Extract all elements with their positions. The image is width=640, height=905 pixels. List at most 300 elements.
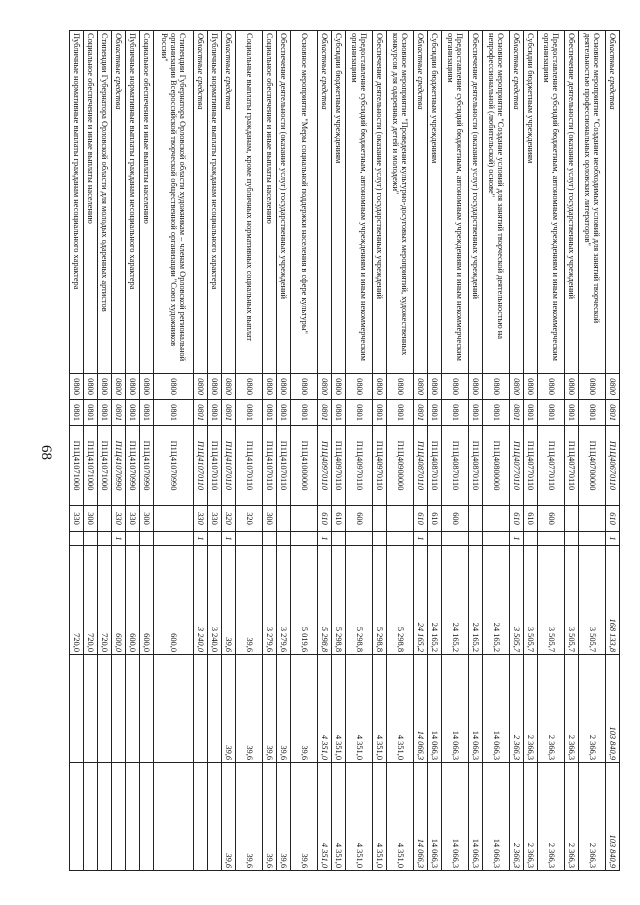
cell-description: Предоставление субсидий бюджетным, автономным учреждениям и иным некоммерческим организациям xyxy=(442,31,469,374)
table-row xyxy=(346,31,373,871)
cell-amount-year-3: 14 066,3 xyxy=(483,763,510,871)
cell-target-article: П1Ц41070990 xyxy=(154,426,194,506)
cell-expense-type: 330 xyxy=(112,506,126,532)
cell-expense-type xyxy=(469,506,483,532)
cell-source-code xyxy=(154,532,194,546)
cell-amount-year-2 xyxy=(126,655,140,763)
cell-amount-year-2: 2 366,3 xyxy=(510,655,524,763)
table-row xyxy=(222,31,236,871)
cell-description: Субсидии бюджетным учреждениям xyxy=(332,31,346,374)
cell-description: Социальное обеспечение и иные выплаты населению xyxy=(140,31,154,374)
cell-description: Публичные нормативные выплаты гражданам несоциального характера xyxy=(126,31,140,374)
cell-source-code xyxy=(442,532,469,546)
cell-amount-year-3: 39,6 xyxy=(277,763,291,871)
cell-amount-year-3: 2 366,3 xyxy=(579,763,606,871)
cell-amount-year-3 xyxy=(98,763,112,871)
cell-expense-type xyxy=(277,506,291,532)
table-row xyxy=(373,31,387,871)
table-row xyxy=(70,31,84,871)
cell-amount-year-1: 5 298,8 xyxy=(373,546,387,655)
cell-description: Обеспечение деятельности (оказание услуг) государственных учреждений xyxy=(277,31,291,374)
cell-ministry-code: 0800 xyxy=(112,374,126,400)
cell-amount-year-1: 3 240,0 xyxy=(194,546,208,655)
cell-description: Областные средства xyxy=(318,31,332,374)
cell-amount-year-3 xyxy=(70,763,84,871)
cell-source-code xyxy=(332,532,346,546)
cell-target-article: П1Ц40670110 xyxy=(606,426,620,506)
cell-source-code xyxy=(208,532,222,546)
cell-expense-type: 610 xyxy=(428,506,442,532)
table-row xyxy=(277,31,291,871)
cell-amount-year-2 xyxy=(112,655,126,763)
cell-target-article: П1Ц41070110 xyxy=(222,426,236,506)
cell-ministry-code: 0800 xyxy=(154,374,194,400)
cell-description: Основное мероприятие "Создание необходимых условий для занятий творческой деятельностью профессиональных орловских литераторов" xyxy=(579,31,606,374)
cell-amount-year-1: 168 133,8 xyxy=(606,546,620,655)
cell-amount-year-2: 4 351,0 xyxy=(346,655,373,763)
cell-amount-year-3 xyxy=(126,763,140,871)
cell-ministry-code: 0800 xyxy=(208,374,222,400)
cell-amount-year-1: 720,0 xyxy=(98,546,112,655)
cell-amount-year-3: 103 840,9 xyxy=(606,763,620,871)
cell-description: Основное мероприятие "Проведение культурно-досуговых мероприятий, художественных конкурсов для одаренных детей и молодежи" xyxy=(387,31,414,374)
cell-amount-year-3: 39,6 xyxy=(263,763,277,871)
cell-section-code: 0801 xyxy=(70,400,84,426)
cell-amount-year-3: 14 066,3 xyxy=(469,763,483,871)
cell-target-article: П1Ц41071000 xyxy=(98,426,112,506)
cell-section-code: 0801 xyxy=(277,400,291,426)
table-row xyxy=(483,31,510,871)
cell-section-code: 0801 xyxy=(194,400,208,426)
cell-source-code: 1 xyxy=(194,532,208,546)
cell-ministry-code: 0800 xyxy=(236,374,263,400)
cell-expense-type: 330 xyxy=(126,506,140,532)
cell-expense-type: 610 xyxy=(414,506,428,532)
cell-amount-year-3: 4 351,0 xyxy=(332,763,346,871)
table-row xyxy=(428,31,442,871)
table-row xyxy=(291,31,318,871)
cell-section-code: 0801 xyxy=(373,400,387,426)
cell-expense-type: 330 xyxy=(208,506,222,532)
cell-source-code: 1 xyxy=(414,532,428,546)
cell-source-code xyxy=(84,532,98,546)
cell-target-article: П1Ц41071000 xyxy=(84,426,98,506)
cell-amount-year-3 xyxy=(84,763,98,871)
table-row xyxy=(414,31,428,871)
cell-target-article: П1Ц40870110 xyxy=(442,426,469,506)
cell-source-code xyxy=(277,532,291,546)
cell-amount-year-2 xyxy=(84,655,98,763)
cell-section-code: 0801 xyxy=(154,400,194,426)
cell-amount-year-3: 2 366,3 xyxy=(538,763,565,871)
table-row xyxy=(538,31,565,871)
cell-description: Обеспечение деятельности (оказание услуг) государственных учреждений xyxy=(373,31,387,374)
cell-ministry-code: 0800 xyxy=(606,374,620,400)
cell-section-code: 0801 xyxy=(291,400,318,426)
cell-amount-year-1: 39,6 xyxy=(222,546,236,655)
cell-description: Публичные нормативные выплаты гражданам несоциального характера xyxy=(70,31,84,374)
cell-expense-type xyxy=(565,506,579,532)
cell-description: Социальное обеспечение и иные выплаты населению xyxy=(263,31,277,374)
cell-description: Областные средства xyxy=(510,31,524,374)
cell-expense-type: 320 xyxy=(222,506,236,532)
table-row xyxy=(194,31,208,871)
cell-amount-year-3: 2 366,3 xyxy=(510,763,524,871)
cell-expense-type xyxy=(373,506,387,532)
cell-source-code xyxy=(126,532,140,546)
cell-target-article: П1Ц40870110 xyxy=(469,426,483,506)
cell-section-code: 0801 xyxy=(469,400,483,426)
cell-target-article: П1Ц40800000 xyxy=(483,426,510,506)
cell-section-code: 0801 xyxy=(208,400,222,426)
cell-ministry-code: 0800 xyxy=(524,374,538,400)
cell-amount-year-2: 39,6 xyxy=(236,655,263,763)
cell-amount-year-2 xyxy=(194,655,208,763)
cell-amount-year-1: 720,0 xyxy=(84,546,98,655)
cell-amount-year-1: 24 165,2 xyxy=(414,546,428,655)
cell-source-code xyxy=(263,532,277,546)
cell-ministry-code: 0800 xyxy=(277,374,291,400)
cell-ministry-code: 0800 xyxy=(579,374,606,400)
cell-amount-year-3: 2 366,3 xyxy=(565,763,579,871)
cell-source-code xyxy=(140,532,154,546)
cell-amount-year-3: 4 351,0 xyxy=(387,763,414,871)
cell-source-code xyxy=(70,532,84,546)
cell-amount-year-2: 103 840,9 xyxy=(606,655,620,763)
cell-ministry-code: 0800 xyxy=(428,374,442,400)
cell-ministry-code: 0800 xyxy=(332,374,346,400)
cell-source-code xyxy=(98,532,112,546)
table-row xyxy=(524,31,538,871)
cell-ministry-code: 0800 xyxy=(387,374,414,400)
cell-amount-year-1: 5 019,6 xyxy=(291,546,318,655)
cell-section-code: 0801 xyxy=(346,400,373,426)
cell-target-article: П1Ц41071000 xyxy=(70,426,84,506)
table-row xyxy=(332,31,346,871)
cell-expense-type xyxy=(98,506,112,532)
cell-amount-year-2: 2 366,3 xyxy=(524,655,538,763)
cell-target-article: П1Ц41070110 xyxy=(194,426,208,506)
cell-expense-type: 330 xyxy=(70,506,84,532)
cell-ministry-code: 0800 xyxy=(538,374,565,400)
cell-section-code: 0801 xyxy=(332,400,346,426)
cell-description: Предоставление субсидий бюджетным, автономным учреждениям и иным некоммерческим организациям xyxy=(346,31,373,374)
cell-amount-year-3: 39,6 xyxy=(236,763,263,871)
cell-amount-year-1: 3 279,6 xyxy=(277,546,291,655)
cell-description: Стипендии Губернатора Орловской области для молодых одаренных артистов xyxy=(98,31,112,374)
table-row xyxy=(579,31,606,871)
cell-target-article: П1Ц40870110 xyxy=(428,426,442,506)
table-row xyxy=(469,31,483,871)
cell-amount-year-1: 600,0 xyxy=(154,546,194,655)
cell-expense-type xyxy=(387,506,414,532)
cell-expense-type: 330 xyxy=(194,506,208,532)
cell-amount-year-1: 600,0 xyxy=(112,546,126,655)
cell-description: Областные средства xyxy=(414,31,428,374)
cell-ministry-code: 0800 xyxy=(263,374,277,400)
cell-description: Стипендии Губернатора Орловской области художникам – членам Орловской региональной организации Всероссийской творческой общественной организации "Союз художников России" xyxy=(154,31,194,374)
cell-ministry-code: 0800 xyxy=(483,374,510,400)
cell-target-article: П1Ц41070110 xyxy=(277,426,291,506)
cell-section-code: 0801 xyxy=(112,400,126,426)
cell-description: Социальные выплаты гражданам, кроме публичных нормативных социальных выплат xyxy=(236,31,263,374)
cell-source-code xyxy=(373,532,387,546)
table-row xyxy=(126,31,140,871)
cell-expense-type xyxy=(291,506,318,532)
cell-target-article: П1Ц40970110 xyxy=(318,426,332,506)
cell-amount-year-1: 3 505,7 xyxy=(510,546,524,655)
cell-amount-year-1: 5 298,8 xyxy=(332,546,346,655)
cell-amount-year-2 xyxy=(208,655,222,763)
cell-amount-year-2: 39,6 xyxy=(263,655,277,763)
cell-section-code: 0801 xyxy=(442,400,469,426)
cell-amount-year-1: 3 279,6 xyxy=(263,546,277,655)
cell-amount-year-1: 24 165,2 xyxy=(483,546,510,655)
cell-amount-year-2: 4 351,0 xyxy=(318,655,332,763)
table-row xyxy=(236,31,263,871)
cell-amount-year-2: 2 366,3 xyxy=(538,655,565,763)
cell-source-code xyxy=(565,532,579,546)
cell-description: Обеспечение деятельности (оказание услуг) государственных учреждений xyxy=(469,31,483,374)
cell-target-article: П1Ц40970110 xyxy=(346,426,373,506)
cell-amount-year-1: 3 505,7 xyxy=(565,546,579,655)
cell-amount-year-3: 39,6 xyxy=(222,763,236,871)
cell-source-code: 1 xyxy=(606,532,620,546)
cell-section-code: 0801 xyxy=(84,400,98,426)
table-row xyxy=(510,31,524,871)
cell-source-code xyxy=(483,532,510,546)
cell-target-article: П1Ц41070110 xyxy=(236,426,263,506)
cell-ministry-code: 0800 xyxy=(140,374,154,400)
cell-ministry-code: 0800 xyxy=(126,374,140,400)
table-row xyxy=(565,31,579,871)
cell-source-code: 1 xyxy=(222,532,236,546)
cell-description: Социальное обеспечение и иные выплаты населению xyxy=(84,31,98,374)
cell-description: Областные средства xyxy=(194,31,208,374)
cell-section-code: 0801 xyxy=(606,400,620,426)
cell-ministry-code: 0800 xyxy=(414,374,428,400)
cell-amount-year-1: 24 165,2 xyxy=(442,546,469,655)
table-row xyxy=(208,31,222,871)
cell-expense-type: 610 xyxy=(606,506,620,532)
cell-amount-year-2: 14 066,3 xyxy=(414,655,428,763)
cell-description: Основное мероприятие "Создание условий для занятий творческой деятельностью на непрофессиональной (любительской) основе" xyxy=(483,31,510,374)
cell-amount-year-1: 600,0 xyxy=(126,546,140,655)
cell-description: Областные средства xyxy=(606,31,620,374)
cell-section-code: 0801 xyxy=(387,400,414,426)
cell-amount-year-3: 4 351,0 xyxy=(318,763,332,871)
cell-source-code xyxy=(428,532,442,546)
cell-description: Предоставление субсидий бюджетным, автономным учреждениям и иным некоммерческим организациям xyxy=(538,31,565,374)
cell-amount-year-2: 14 066,3 xyxy=(442,655,469,763)
cell-target-article: П1Ц41070110 xyxy=(208,426,222,506)
cell-amount-year-3: 39,6 xyxy=(291,763,318,871)
cell-source-code: 1 xyxy=(112,532,126,546)
cell-amount-year-1: 5 298,8 xyxy=(387,546,414,655)
cell-source-code xyxy=(346,532,373,546)
cell-amount-year-1: 24 165,2 xyxy=(469,546,483,655)
cell-target-article: П1Ц41000000 xyxy=(291,426,318,506)
cell-section-code: 0801 xyxy=(414,400,428,426)
cell-amount-year-1: 3 505,7 xyxy=(579,546,606,655)
cell-section-code: 0801 xyxy=(579,400,606,426)
cell-ministry-code: 0800 xyxy=(291,374,318,400)
cell-target-article: П1Ц40770110 xyxy=(538,426,565,506)
cell-ministry-code: 0800 xyxy=(346,374,373,400)
cell-amount-year-2: 39,6 xyxy=(222,655,236,763)
cell-source-code xyxy=(524,532,538,546)
cell-amount-year-1: 39,6 xyxy=(236,546,263,655)
table-row xyxy=(84,31,98,871)
cell-amount-year-2: 14 066,3 xyxy=(428,655,442,763)
table-row xyxy=(98,31,112,871)
cell-source-code xyxy=(579,532,606,546)
cell-target-article: П1Ц40700000 xyxy=(579,426,606,506)
table-row xyxy=(112,31,126,871)
cell-expense-type xyxy=(154,506,194,532)
cell-expense-type: 300 xyxy=(84,506,98,532)
cell-section-code: 0801 xyxy=(538,400,565,426)
cell-source-code xyxy=(236,532,263,546)
cell-ministry-code: 0800 xyxy=(98,374,112,400)
cell-amount-year-2: 39,6 xyxy=(277,655,291,763)
cell-amount-year-1: 720,0 xyxy=(70,546,84,655)
cell-amount-year-2 xyxy=(70,655,84,763)
cell-amount-year-2: 39,6 xyxy=(291,655,318,763)
cell-amount-year-3: 4 351,0 xyxy=(346,763,373,871)
table-row xyxy=(263,31,277,871)
cell-ministry-code: 0800 xyxy=(194,374,208,400)
cell-amount-year-2: 4 351,0 xyxy=(373,655,387,763)
cell-amount-year-3 xyxy=(208,763,222,871)
cell-description: Основное мероприятие "Меры социальной поддержки населения в сфере культуры" xyxy=(291,31,318,374)
cell-expense-type xyxy=(579,506,606,532)
cell-amount-year-1: 600,0 xyxy=(140,546,154,655)
cell-ministry-code: 0800 xyxy=(373,374,387,400)
cell-amount-year-3 xyxy=(154,763,194,871)
cell-amount-year-3 xyxy=(194,763,208,871)
cell-ministry-code: 0800 xyxy=(222,374,236,400)
cell-source-code: 1 xyxy=(318,532,332,546)
cell-ministry-code: 0800 xyxy=(510,374,524,400)
cell-section-code: 0801 xyxy=(524,400,538,426)
cell-section-code: 0801 xyxy=(140,400,154,426)
cell-expense-type xyxy=(483,506,510,532)
cell-expense-type: 300 xyxy=(263,506,277,532)
cell-amount-year-3 xyxy=(112,763,126,871)
cell-amount-year-1: 3 505,7 xyxy=(538,546,565,655)
budget-table-body xyxy=(70,31,620,871)
cell-source-code xyxy=(387,532,414,546)
cell-amount-year-3: 14 066,3 xyxy=(428,763,442,871)
cell-section-code: 0801 xyxy=(318,400,332,426)
cell-target-article: П1Ц41070110 xyxy=(263,426,277,506)
cell-source-code xyxy=(538,532,565,546)
cell-ministry-code: 0800 xyxy=(70,374,84,400)
cell-amount-year-3: 4 351,0 xyxy=(373,763,387,871)
cell-target-article: П1Ц41070990 xyxy=(112,426,126,506)
cell-ministry-code: 0800 xyxy=(442,374,469,400)
cell-target-article: П1Ц40900000 xyxy=(387,426,414,506)
table-row xyxy=(154,31,194,871)
cell-ministry-code: 0800 xyxy=(84,374,98,400)
page-number xyxy=(33,437,57,467)
cell-target-article: П1Ц40770110 xyxy=(510,426,524,506)
table-row xyxy=(387,31,414,871)
cell-source-code: 1 xyxy=(510,532,524,546)
table-row xyxy=(318,31,332,871)
cell-description: Областные средства xyxy=(222,31,236,374)
cell-amount-year-2: 4 351,0 xyxy=(332,655,346,763)
cell-amount-year-2: 2 366,3 xyxy=(565,655,579,763)
cell-description: Субсидии бюджетным учреждениям xyxy=(524,31,538,374)
cell-section-code: 0801 xyxy=(263,400,277,426)
cell-section-code: 0801 xyxy=(236,400,263,426)
cell-section-code: 0801 xyxy=(222,400,236,426)
cell-expense-type: 600 xyxy=(442,506,469,532)
cell-expense-type: 600 xyxy=(538,506,565,532)
cell-target-article: П1Ц40870110 xyxy=(414,426,428,506)
cell-target-article: П1Ц41070990 xyxy=(126,426,140,506)
cell-source-code xyxy=(291,532,318,546)
cell-section-code: 0801 xyxy=(510,400,524,426)
cell-expense-type: 610 xyxy=(524,506,538,532)
rotated-table-viewport xyxy=(72,30,620,870)
cell-amount-year-1: 3 505,7 xyxy=(524,546,538,655)
cell-amount-year-2 xyxy=(140,655,154,763)
cell-expense-type: 300 xyxy=(140,506,154,532)
cell-amount-year-2: 2 366,3 xyxy=(579,655,606,763)
cell-section-code: 0801 xyxy=(565,400,579,426)
cell-amount-year-1: 3 240,0 xyxy=(208,546,222,655)
cell-amount-year-2: 4 351,0 xyxy=(387,655,414,763)
cell-target-article: П1Ц41070990 xyxy=(140,426,154,506)
cell-expense-type: 610 xyxy=(318,506,332,532)
cell-expense-type: 610 xyxy=(510,506,524,532)
cell-description: Публичные нормативные выплаты гражданам несоциального характера xyxy=(208,31,222,374)
cell-section-code: 0801 xyxy=(483,400,510,426)
cell-section-code: 0801 xyxy=(428,400,442,426)
cell-target-article: П1Ц40970110 xyxy=(373,426,387,506)
table-row xyxy=(442,31,469,871)
cell-section-code: 0801 xyxy=(98,400,112,426)
cell-description: Областные средства xyxy=(112,31,126,374)
cell-description: Субсидии бюджетным учреждениям xyxy=(428,31,442,374)
cell-amount-year-2: 14 066,3 xyxy=(483,655,510,763)
cell-expense-type: 610 xyxy=(332,506,346,532)
cell-amount-year-3: 2 366,3 xyxy=(524,763,538,871)
cell-target-article: П1Ц40770110 xyxy=(524,426,538,506)
budget-table-frame xyxy=(72,30,620,870)
cell-expense-type: 320 xyxy=(236,506,263,532)
cell-source-code xyxy=(469,532,483,546)
cell-description: Обеспечение деятельности (оказание услуг) государственных учреждений xyxy=(565,31,579,374)
cell-expense-type: 600 xyxy=(346,506,373,532)
cell-ministry-code: 0800 xyxy=(318,374,332,400)
page-number-text: 68 xyxy=(37,444,54,460)
cell-amount-year-1: 5 298,8 xyxy=(318,546,332,655)
cell-amount-year-2 xyxy=(154,655,194,763)
table-row xyxy=(606,31,620,871)
cell-ministry-code: 0800 xyxy=(469,374,483,400)
cell-amount-year-2 xyxy=(98,655,112,763)
cell-target-article: П1Ц40970110 xyxy=(332,426,346,506)
table-row xyxy=(140,31,154,871)
cell-amount-year-3 xyxy=(140,763,154,871)
cell-ministry-code: 0800 xyxy=(565,374,579,400)
cell-amount-year-3: 14 066,3 xyxy=(442,763,469,871)
cell-amount-year-2: 14 066,3 xyxy=(469,655,483,763)
